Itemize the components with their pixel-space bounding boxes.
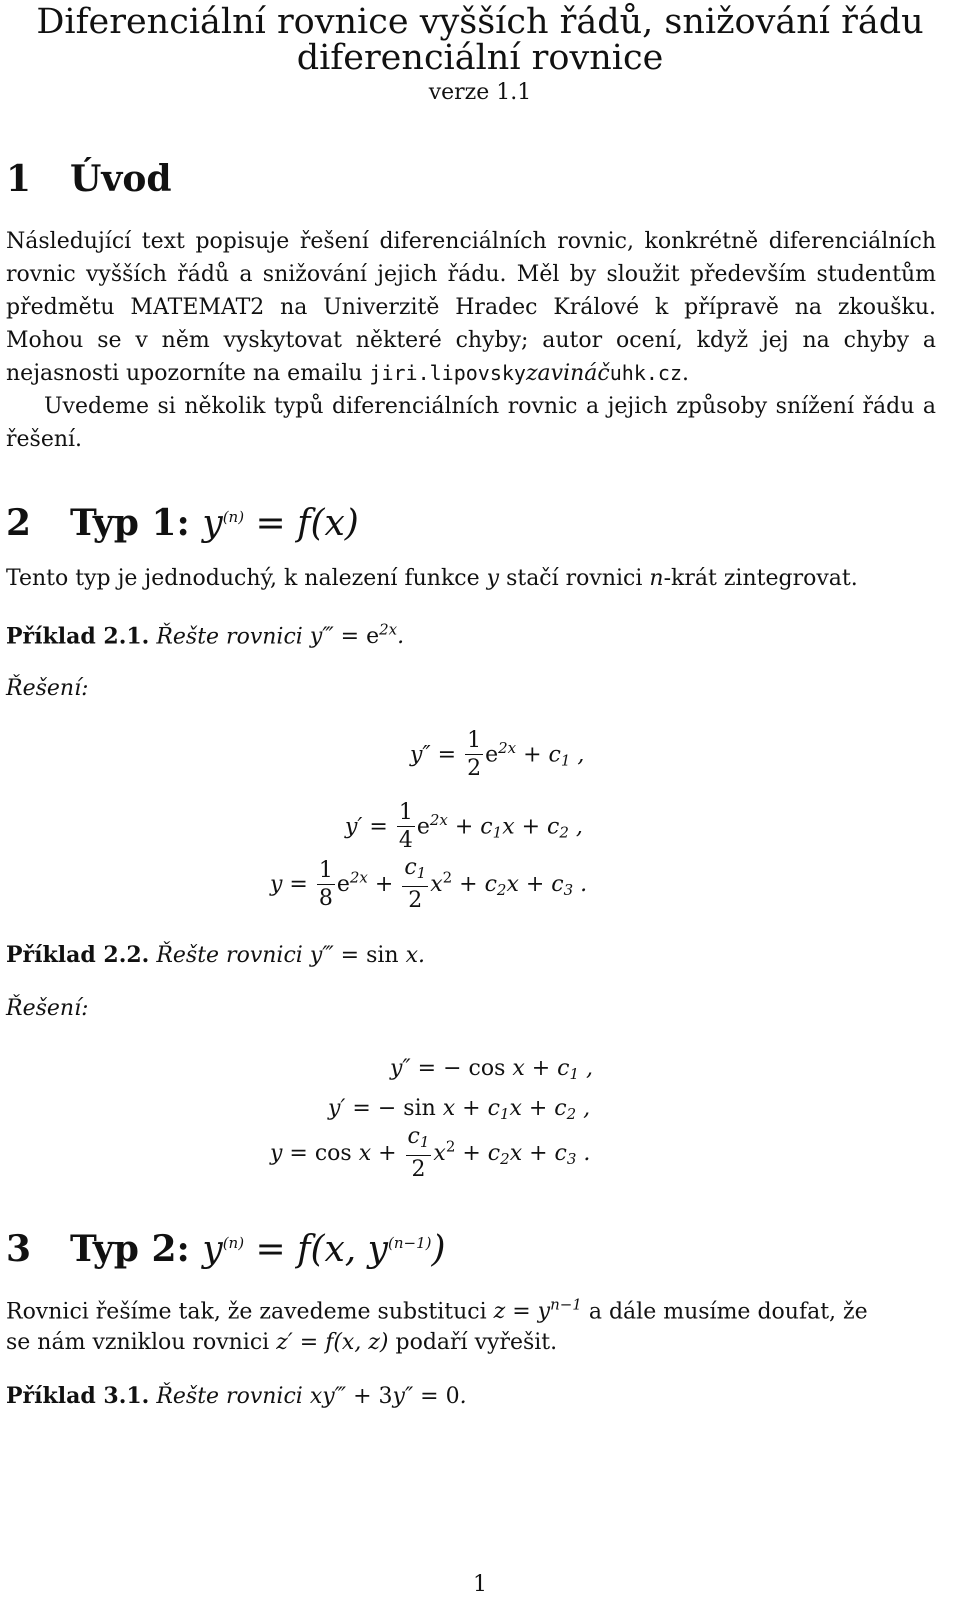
section-2-number: 2 — [6, 502, 32, 544]
example-2-1-equation: y‴ = $e^{2x}$. — [309, 621, 405, 650]
example-3-1 — [6, 1383, 467, 1409]
section-1-title: Úvod — [70, 158, 172, 200]
example-2-2-label: Příklad 2.2. — [6, 942, 150, 968]
page-number: 1 — [473, 1572, 487, 1597]
var-n: n — [649, 566, 664, 591]
section-3-text-line-2 — [6, 1330, 557, 1355]
eq-2-1-line-2: y′ = $\frac{1}{4}$ $e^{2x} + c_1x + c_2$ , — [345, 800, 583, 853]
intro-paragraph-2: Uvedeme si několik typů diferenciálních rovnic a jejich způsoby snížení řádu a řešení. — [6, 394, 936, 452]
section-1-heading — [6, 158, 172, 200]
substitution-formula: $z = y^{n-1}$ — [493, 1296, 582, 1325]
eq-2-2-line-2: y′ = − $\sin x + c_1x + c_2$ , — [328, 1096, 591, 1123]
version-label: verze 1.1 — [428, 80, 532, 105]
example-2-2-equation: y‴ = sin x. — [309, 943, 426, 968]
example-2-2 — [6, 942, 425, 968]
title-line-2: diferenciální rovnice — [296, 38, 664, 78]
intro-paragraph-1 — [6, 225, 936, 390]
s3-text-c: se nám vzniklou rovnici — [6, 1330, 270, 1355]
intro-text: Následující text popisuje řešení diferenciálních rovnic, konkrétně diferenciálních rovnic vyšších řádů a snižování jejich řádu. Měl by sloužit především studentům předmětu MATEMAT2 na Univerzitě Hradec Králové k přípravě na zkoušku. Mohou se v něm vyskytovat některé chyby; autor ocení, když jej na chyby a nejasnosti upozorníte na emailu — [6, 229, 936, 386]
section-3-title: Typ 2: — [70, 1228, 190, 1270]
email-domain: uhk.cz — [609, 361, 682, 385]
example-2-2-solution-label: Řešení: — [6, 996, 89, 1021]
section-3-formula: $y^{(n)} = f(x$, $y^{(n-1)}$) — [202, 1229, 446, 1270]
example-2-1 — [6, 621, 404, 649]
example-2-1-task: Řešte rovnici — [156, 624, 303, 650]
eq-2-2-line-3: y = cos x + $\frac{c_1}{2}$ $x^2 + c_2x + c_3$ . — [270, 1124, 591, 1182]
eq-2-2-line-1: y″ = − $\cos x + c_1$ , — [390, 1056, 594, 1083]
s2-text-a: Tento typ je jednoduchý, k nalezení funkce — [6, 566, 480, 591]
example-3-1-equation: xy‴ + 3y″ = 0. — [309, 1384, 467, 1409]
reduced-equation: z′ = f(x, z) — [276, 1330, 389, 1355]
section-3-heading — [6, 1228, 446, 1270]
example-2-1-solution-label: Řešení: — [6, 676, 89, 701]
eq-2-1-line-1: y″ = $\frac{1}{2}$ $e^{2x} + c_1$ , — [410, 728, 585, 781]
section-2-heading — [6, 502, 359, 544]
eq-2-1-line-3: y = $\frac{1}{8}$ $e^{2x}$ + $\frac{c_1}{2}$ $x^2 + c_2x + c_3$ . — [270, 855, 588, 913]
s3-text-d: podaří vyřešit. — [395, 1330, 558, 1355]
example-3-1-task: Řešte rovnici — [156, 1384, 303, 1409]
example-3-1-label: Příklad 3.1. — [6, 1383, 150, 1409]
email-at: zavináč — [525, 361, 610, 386]
example-2-2-task: Řešte rovnici — [156, 943, 303, 968]
s3-text-b: a dále musíme doufat, že — [588, 1299, 868, 1325]
s2-text-c: -krát zintegrovat. — [663, 566, 858, 591]
example-2-1-label: Příklad 2.1. — [6, 623, 150, 650]
section-3-number: 3 — [6, 1228, 32, 1270]
s2-text-b: stačí rovnici — [506, 566, 643, 591]
s3-text-a: Rovnici řešíme tak, že zavedeme substituci — [6, 1299, 487, 1325]
section-2-title: Typ 1: — [70, 502, 190, 544]
section-3-text-line-1 — [6, 1296, 868, 1324]
intro-period: . — [682, 361, 689, 386]
email-user: jiri.lipovsky — [369, 361, 526, 385]
var-y: y — [486, 566, 500, 591]
section-2-formula: $y^{(n)} = f(x)$ — [202, 503, 359, 544]
section-1-number: 1 — [6, 158, 32, 200]
title-line-1: Diferenciální rovnice vyšších řádů, snižování řádu — [36, 2, 924, 42]
section-2-text — [6, 566, 858, 591]
